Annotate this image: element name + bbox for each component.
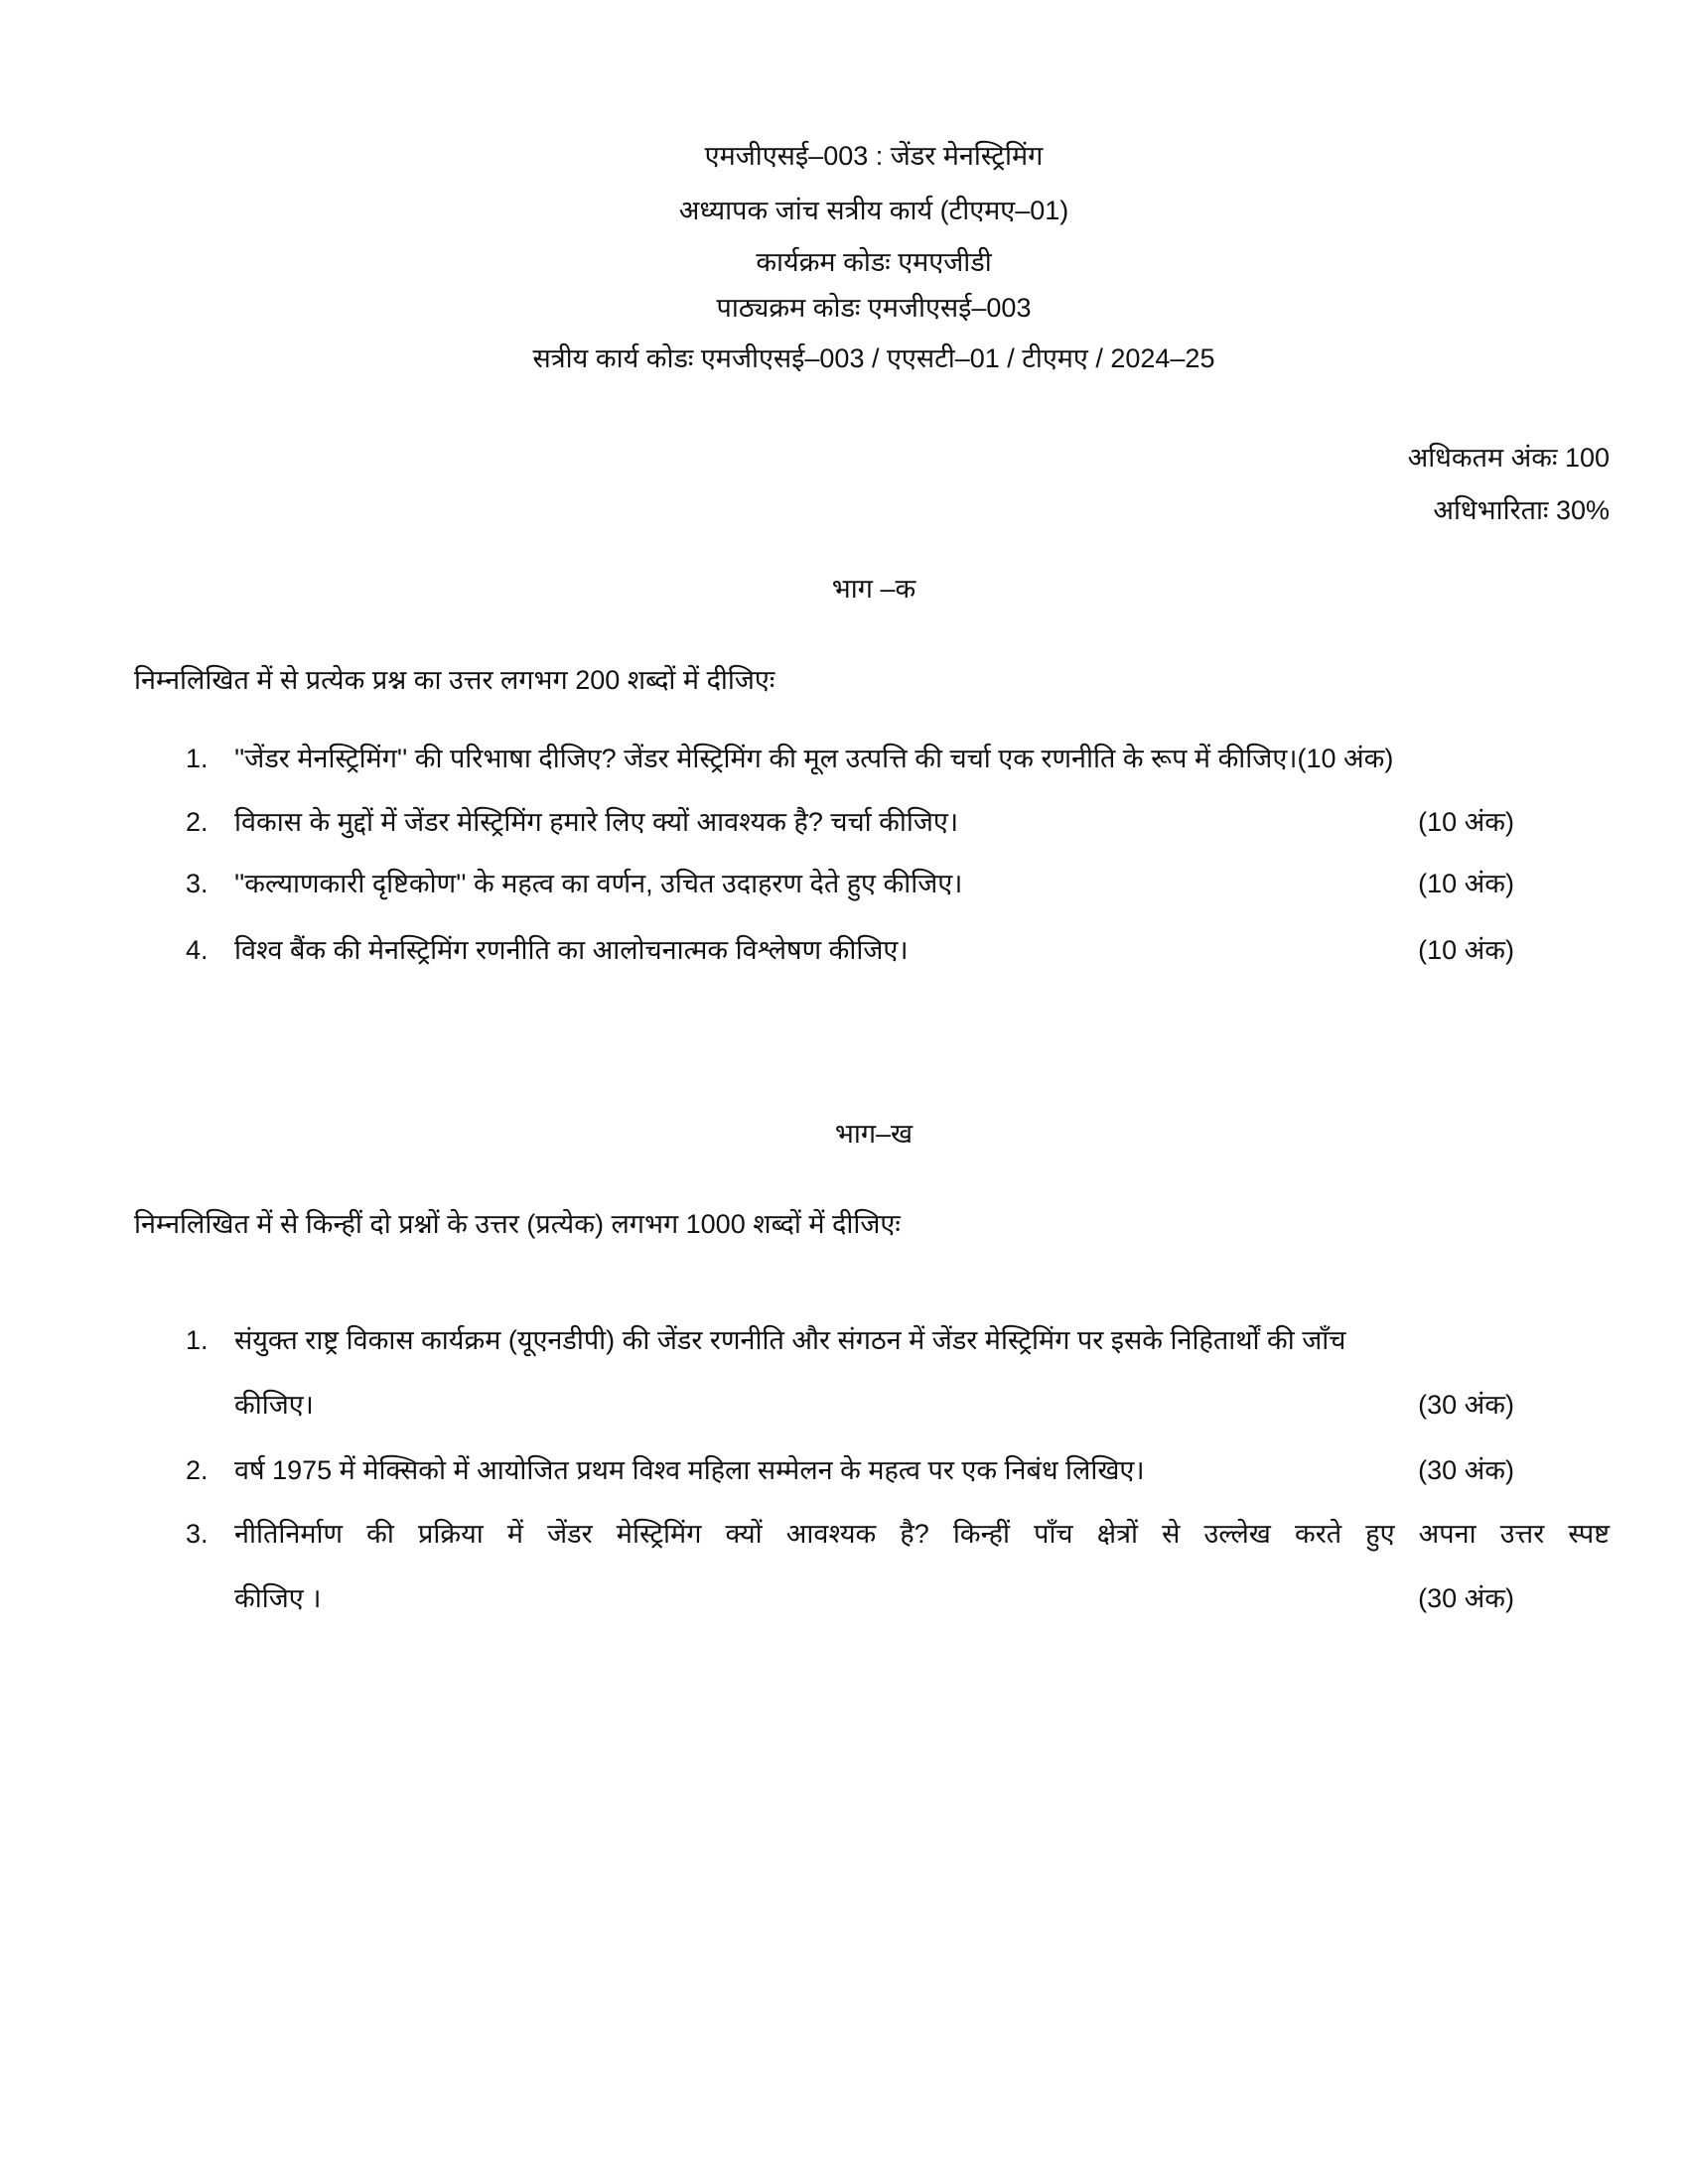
question-marks: (30 अंक): [1418, 1390, 1514, 1420]
question-marks: (10 अंक): [1418, 869, 1514, 898]
question-text: वर्ष 1975 में मेक्सिको में आयोजित प्रथम विश्व महिला सम्मेलन के महत्व पर एक निबंध लिखिए।: [234, 1455, 1145, 1485]
max-marks: अधिकतम अंकः 100: [1407, 443, 1610, 473]
question-marks: (10 अंक): [1418, 935, 1514, 965]
question-text: ''कल्याणकारी दृष्टिकोण'' के महत्व का वर्णन, उचित उदाहरण देते हुए कीजिए।: [234, 869, 963, 898]
question-number: 2.: [186, 807, 209, 837]
section-b-instruction: निम्नलिखित में से किन्हीं दो प्रश्नों के उत्तर (प्रत्येक) लगभग 1000 शब्दों में दीजिएः: [134, 1209, 901, 1239]
question-number: 2.: [186, 1455, 209, 1485]
section-b-heading: भाग–ख: [834, 1119, 914, 1149]
weightage: अधिभारिताः 30%: [1433, 495, 1610, 525]
programme-code: कार्यक्रम कोडः एमएजीडी: [756, 247, 992, 277]
question-marks: (30 अंक): [1418, 1583, 1514, 1613]
question-text: नीतिनिर्माण की प्रक्रिया में जेंडर मेस्ट्रिमिंग क्यों आवश्यक है? किन्हीं पाँच क्षेत्रों से उल्लेख करते हुए अपना उत्तर स्पष्ट: [234, 1519, 1610, 1549]
question-text-continued: कीजिए।: [234, 1390, 314, 1420]
question-number: 4.: [186, 935, 209, 965]
question-number: 3.: [186, 1519, 209, 1549]
section-a-instruction: निम्नलिखित में से प्रत्येक प्रश्न का उत्तर लगभग 200 शब्दों में दीजिएः: [134, 665, 775, 695]
question-number: 3.: [186, 869, 209, 898]
question-text: विश्व बैंक की मेनस्ट्रिमिंग रणनीति का आलोचनात्मक विश्लेषण कीजिए।: [234, 935, 909, 965]
question-marks: (30 अंक): [1418, 1455, 1514, 1485]
assignment-code: सत्रीय कार्य कोडः एमजीएसई–003 / एएसटी–01 / टीएमए / 2024–25: [532, 343, 1215, 373]
assignment-subtitle: अध्यापक जांच सत्रीय कार्य (टीएमए–01): [678, 196, 1069, 225]
question-number: 1.: [186, 744, 209, 773]
question-text: विकास के मुद्दों में जेंडर मेस्ट्रिमिंग हमारे लिए क्यों आवश्यक है? चर्चा कीजिए।: [234, 807, 959, 837]
question-marks: (10 अंक): [1418, 807, 1514, 837]
question-text-continued: कीजिए ।: [234, 1583, 322, 1613]
question-text: ''जेंडर मेनस्ट्रिमिंग'' की परिभाषा दीजिए? जेंडर मेस्ट्रिमिंग की मूल उत्पत्ति की चर्चा एक रणनीति के रूप में कीजिए।(10 अंक): [234, 744, 1394, 773]
course-code: पाठ्यक्रम कोडः एमजीएसई–003: [716, 293, 1032, 323]
course-title: एमजीएसई–003 : जेंडर मेनस्ट्रिमिंग: [704, 141, 1044, 171]
section-a-heading: भाग –क: [831, 574, 916, 604]
question-number: 1.: [186, 1325, 209, 1355]
question-text: संयुक्त राष्ट्र विकास कार्यक्रम (यूएनडीपी) की जेंडर रणनीति और संगठन में जेंडर मेस्ट्रिमिंग पर इसके निहितार्थों की जाँच: [234, 1325, 1346, 1355]
